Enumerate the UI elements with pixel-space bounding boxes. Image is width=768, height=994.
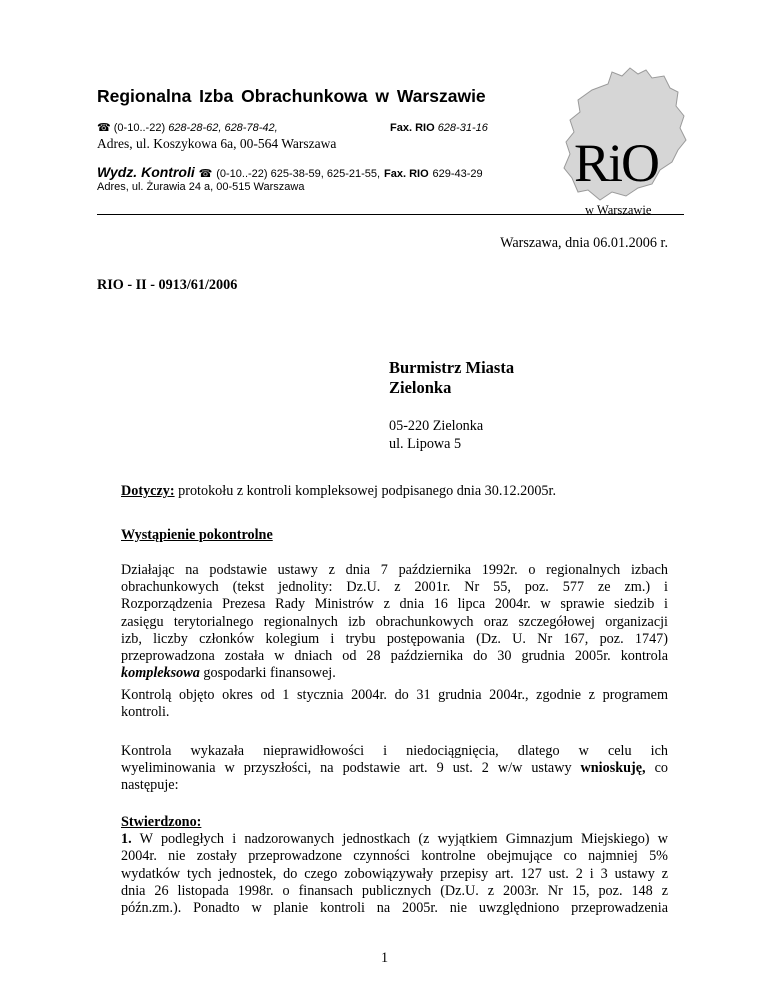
emphasis-text: kompleksowa xyxy=(121,665,200,682)
subject-text: protokołu z kontroli kompleksowej podpisanego dnia 30.12.2005r. xyxy=(174,483,557,499)
findings-section xyxy=(121,814,668,917)
paragraph-line xyxy=(121,665,668,682)
paragraph-line xyxy=(121,831,668,848)
header-divider xyxy=(97,214,684,215)
main-address: Adres, ul. Koszykowa 6a, 00-564 Warszawa xyxy=(97,136,337,151)
fax-number: 628-31-16 xyxy=(437,122,488,134)
paragraph-findings-intro xyxy=(121,743,668,795)
recipient-name: Zielonka xyxy=(389,378,452,397)
phone-line xyxy=(97,121,278,134)
recipient-postal: 05-220 Zielonka xyxy=(389,418,484,434)
paragraph-legal-basis xyxy=(121,562,668,682)
logo-subtext: w Warszawie xyxy=(585,203,652,217)
department-address: Adres, ul. Żurawia 24 a, 00-515 Warszawa xyxy=(97,181,305,193)
department-line xyxy=(97,164,483,180)
fax-label: Fax. RIO xyxy=(390,122,435,134)
paragraph-line: dnia 26 listopada 1998r. o finansach publicznych (Dz.U. z 2003r. Nr 15, poz. 148 z xyxy=(121,882,668,899)
department-phone: (0-10..-22) 625-38-59, 625-21-55, xyxy=(216,168,381,180)
paragraph-line: Działając na podstawie ustawy z dnia 7 października 1992r. o regionalnych izbach xyxy=(121,562,668,578)
paragraph-line: obrachunkowych (tekst jednolity: Dz.U. z 2001r. Nr 55, poz. 577 ze zm.) i xyxy=(121,579,668,596)
paragraph-line: Kontrolą objęto okres od 1 stycznia 2004r. do 31 grudnia 2004r., zgodnie z programem xyxy=(121,687,668,703)
fax-line xyxy=(390,122,488,134)
phone-prefix: (0-10..-22) xyxy=(113,122,166,134)
paragraph-line: następuje: xyxy=(121,777,179,794)
emphasis-text: wnioskuję, xyxy=(580,760,646,777)
paragraph-line: izb, liczby członków kolegium i trybu postępowania (Dz. U. Nr 167, poz. 1747) xyxy=(121,630,668,647)
paragraph-text: co xyxy=(645,760,668,777)
paragraph-text: gospodarki finansowej. xyxy=(199,665,336,682)
paragraph-line: 2004r. nie zostały przeprowadzone czynności kontrolne obejmujące co najmniej 5% xyxy=(121,848,668,865)
department-fax-label: Fax. RIO xyxy=(384,168,429,180)
paragraph-line xyxy=(121,760,668,777)
phone-numbers: 628-28-62, 628-78-42, xyxy=(168,122,278,134)
subject-line xyxy=(121,483,556,500)
subject-label: Dotyczy: xyxy=(121,483,175,499)
letter-date: Warszawa, dnia 06.01.2006 r. xyxy=(500,235,668,251)
phone-icon: ☎ xyxy=(198,168,213,180)
organization-name: Regionalna Izba Obrachunkowa w Warszawie xyxy=(97,86,486,106)
recipient-title: Burmistrz Miasta xyxy=(389,358,515,377)
section-title: Wystąpienie pokontrolne xyxy=(121,527,273,543)
paragraph-line: przeprowadzona została w dniach od 28 października do 30 grudnia 2005r. kontrola xyxy=(121,647,668,664)
paragraph-text: wyeliminowania w przyszłości, na podstawie art. 9 ust. 2 w/w ustawy xyxy=(121,760,581,777)
department-name: Wydz. Kontroli xyxy=(97,164,195,180)
paragraph-line: Rozporządzenia Prezesa Rady Ministrów z dnia 16 lipca 2004r. w sprawie siedzib i xyxy=(121,596,668,613)
paragraph-line: wydatków tych jednostek, do czego zobowiązywały przepisy art. 127 ust. 2 i 3 ustawy z xyxy=(121,865,668,882)
paragraph-line: zasięgu terytorialnego regionalnych izb obrachunkowych oraz szczegółowej organizacji xyxy=(121,613,668,630)
page-number: 1 xyxy=(381,950,389,966)
findings-title: Stwierdzono: xyxy=(121,814,202,830)
phone-icon: ☎ xyxy=(97,122,111,134)
finding-number: 1. xyxy=(121,831,132,848)
department-fax-number: 629-43-29 xyxy=(432,168,483,180)
logo-text: RiO xyxy=(574,133,659,193)
paragraph-scope xyxy=(121,687,668,721)
paragraph-line: Kontrola wykazała nieprawidłowości i niedociągnięcia, dlatego w celu ich xyxy=(121,743,668,759)
paragraph-line: kontroli. xyxy=(121,704,170,721)
paragraph-line: późn.zm.). Ponadto w planie kontroli na 2005r. nie uwzględniono przeprowadzenia xyxy=(121,899,668,916)
paragraph-text: W podległych i nadzorowanych jednostkach (z wyjątkiem Gimnazjum Miejskiego) w xyxy=(131,831,668,848)
reference-number: RIO - II - 0913/61/2006 xyxy=(97,277,238,293)
recipient-street: ul. Lipowa 5 xyxy=(389,436,462,452)
rio-logo xyxy=(560,62,690,218)
